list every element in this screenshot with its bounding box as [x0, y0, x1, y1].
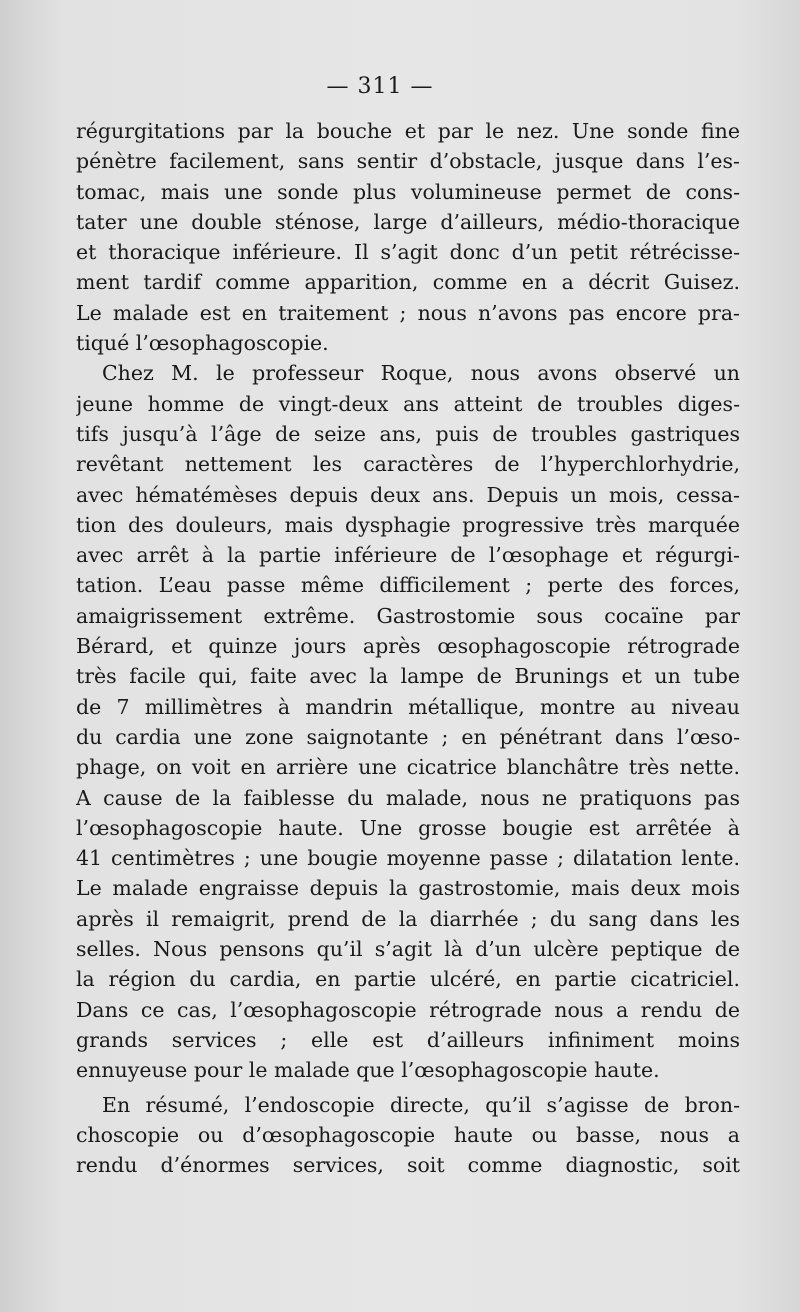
text-line: Chez M. le professeur Roque, nous avons observé un [102, 361, 740, 386]
text-line: très facile qui, faite avec la lampe de Brunings et un tube [76, 664, 740, 689]
text-line: avec hématémèses depuis deux ans. Depuis un mois, cessa- [76, 482, 740, 507]
paragraph-2 [76, 358, 740, 1085]
text-line: 41 centimètres ; une bougie moyenne passe ; dilatation lente. [76, 846, 740, 871]
text-line: amaigrissement extrême. Gastrostomie sous cocaïne par [76, 603, 740, 628]
page-number: — 311 — [326, 74, 434, 99]
text-line: A cause de la faiblesse du malade, nous ne pratiquons pas [76, 785, 740, 810]
text-line: En résumé, l’endoscopie directe, qu’il s’agisse de bron- [102, 1092, 740, 1117]
text-line: pénètre facilement, sans sentir d’obstacle, jusque dans l’es- [76, 149, 740, 174]
text-line: grands services ; elle est d’ailleurs infiniment moins [76, 1027, 740, 1052]
text-line: ennuyeuse pour le malade que l’œsophagoscopie haute. [76, 1058, 660, 1083]
text-line: tifs jusqu’à l’âge de seize ans, puis de troubles gastriques [76, 421, 740, 446]
text-line: ment tardif comme apparition, comme en a décrit Guisez. [76, 270, 740, 295]
text-line: jeune homme de vingt-deux ans atteint de troubles diges- [76, 391, 740, 416]
text-line: selles. Nous pensons qu’il s’agit là d’un ulcère peptique de [76, 937, 740, 962]
body-text [76, 116, 740, 1180]
text-line: la région du cardia, en partie ulcéré, en partie cicatriciel. [76, 967, 740, 992]
text-line: tion des douleurs, mais dysphagie progressive très marquée [76, 512, 740, 537]
text-line: tation. L’eau passe même difficilement ; perte des forces, [76, 573, 740, 598]
text-line: Le malade est en traitement ; nous n’avons pas encore pra- [76, 300, 740, 325]
text-line: l’œsophagoscopie haute. Une grosse bougie est arrêtée à [76, 815, 740, 840]
text-line: de 7 millimètres à mandrin métallique, montre au niveau [76, 694, 740, 719]
text-line: Bérard, et quinze jours après œsophagoscopie rétrograde [76, 634, 740, 659]
text-line: après il remaigrit, prend de la diarrhée ; du sang dans les [76, 906, 740, 931]
text-line: tomac, mais une sonde plus volumineuse permet de cons- [76, 179, 740, 204]
text-line: Le malade engraisse depuis la gastrostomie, mais deux mois [76, 876, 740, 901]
paragraph-1 [76, 116, 740, 358]
text-line: revêtant nettement les caractères de l’hyperchlorhydrie, [76, 452, 740, 477]
text-line: du cardia une zone saignotante ; en pénétrant dans l’œso- [76, 724, 740, 749]
text-line: avec arrêt à la partie inférieure de l’œsophage et régurgi- [76, 543, 740, 568]
paragraph-3 [76, 1090, 740, 1181]
text-line: tater une double sténose, large d’ailleurs, médio-thoracique [76, 209, 740, 234]
text-line: tiqué l’œsophagoscopie. [76, 331, 329, 356]
text-line: rendu d’énormes services, soit comme diagnostic, soit [76, 1153, 740, 1178]
text-line: phage, on voit en arrière une cicatrice blanchâtre très nette. [76, 755, 740, 780]
text-line: choscopie ou d’œsophagoscopie haute ou basse, nous a [76, 1122, 740, 1147]
text-line: régurgitations par la bouche et par le nez. Une sonde fine [76, 119, 740, 143]
text-line: Dans ce cas, l’œsophagoscopie rétrograde nous a rendu de [76, 997, 740, 1022]
text-line: et thoracique inférieure. Il s’agit donc d’un petit rétrécisse- [76, 240, 740, 265]
